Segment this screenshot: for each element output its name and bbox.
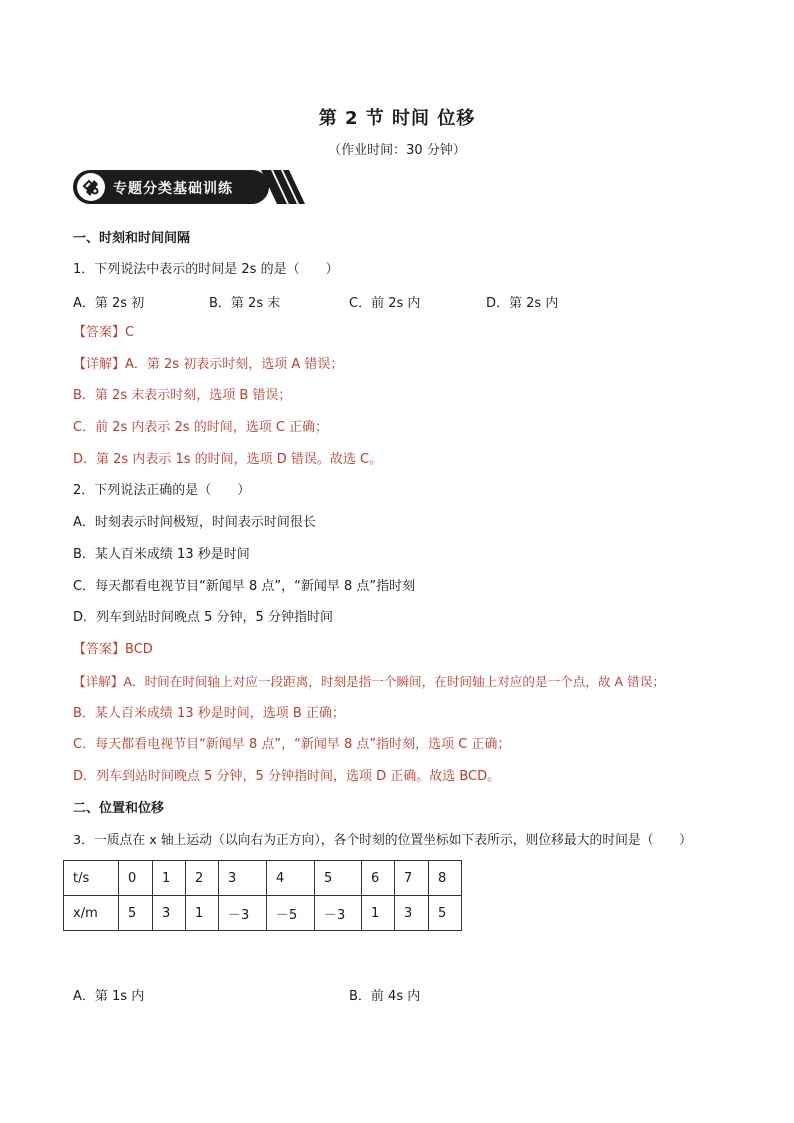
q1-option-d: D．第 2s 内 xyxy=(486,296,559,311)
q3-stem: 3．一质点在 x 轴上运动（以向右为正方向），各个时刻的位置坐标如下表所示，则位移最大的时间是（ ） xyxy=(73,833,692,848)
section-heading-1: 一、时刻和时间间隔 xyxy=(73,231,191,246)
q1-detail-line: C．前 2s 内表示 2s 的时间，选项 C 正确； xyxy=(73,420,329,435)
q1-options xyxy=(73,292,753,310)
table-cell: 1 xyxy=(186,896,219,931)
table-row xyxy=(64,896,462,931)
table-header-cell: x/m xyxy=(64,896,119,931)
table-cell: 2 xyxy=(186,861,219,896)
q2-stem: 2．下列说法正确的是（ ） xyxy=(73,483,251,498)
q1-option-a: A．第 2s 初 xyxy=(73,296,145,311)
q3-option-b: B．前 4s 内 xyxy=(349,989,421,1004)
q2-detail-line: B．某人百米成绩 13 秒是时间，选项 B 正确； xyxy=(73,706,345,721)
q2-detail-line: 【详解】A．时间在时间轴上对应一段距离，时刻是指一个瞬间，在时间轴上对应的是一个点，故 A 错误； xyxy=(73,674,665,689)
table-cell: 1 xyxy=(153,861,186,896)
section-heading-2: 二、位置和位移 xyxy=(73,801,165,816)
table-cell: 0 xyxy=(119,861,153,896)
q2-answer: 【答案】BCD xyxy=(73,642,153,657)
section-banner xyxy=(73,167,305,207)
q2-option-c: C．每天都看电视节目“新闻早 8 点”，“新闻早 8 点”指时刻 xyxy=(73,579,416,594)
table-cell: 4 xyxy=(267,861,315,896)
q1-detail-line: D．第 2s 内表示 1s 的时间，选项 D 错误。故选 C。 xyxy=(73,452,383,467)
table-cell: 8 xyxy=(429,861,462,896)
table-cell: 5 xyxy=(119,896,153,931)
q1-option-c: C．前 2s 内 xyxy=(349,296,421,311)
q2-option-a: A．时刻表示时间极短，时间表示时间很长 xyxy=(73,515,316,530)
q2-option-d: D．列车到站时间晚点 5 分钟，5 分钟指时间 xyxy=(73,610,333,625)
table-cell: 3 xyxy=(153,896,186,931)
table-cell: －3 xyxy=(315,896,362,931)
position-table xyxy=(63,860,462,931)
banner-logo-icon xyxy=(77,173,105,201)
table-cell: 1 xyxy=(362,896,395,931)
page-subtitle: （作业时间：30 分钟） xyxy=(328,143,466,158)
q3-option-a: A．第 1s 内 xyxy=(73,989,145,1004)
q2-detail-line: D．列车到站时间晚点 5 分钟，5 分钟指时间，选项 D 正确。故选 BCD。 xyxy=(73,769,501,784)
q2-option-b: B．某人百米成绩 13 秒是时间 xyxy=(73,547,250,562)
banner-stripes-icon xyxy=(261,170,305,204)
table-cell: 3 xyxy=(219,861,267,896)
q1-answer: 【答案】C xyxy=(73,325,135,340)
q1-option-b: B．第 2s 末 xyxy=(209,296,281,311)
table-cell: 6 xyxy=(362,861,395,896)
table-cell: －3 xyxy=(219,896,267,931)
table-cell: 5 xyxy=(429,896,462,931)
table-cell: 7 xyxy=(395,861,429,896)
table-cell: －5 xyxy=(267,896,315,931)
table-header-cell: t/s xyxy=(64,861,119,896)
page-title: 第 2 节 时间 位移 xyxy=(318,108,476,129)
q1-detail-line: B．第 2s 末表示时刻，选项 B 错误； xyxy=(73,388,292,403)
q2-detail-line: C．每天都看电视节目“新闻早 8 点”，“新闻早 8 点”指时刻，选项 C 正确； xyxy=(73,737,511,752)
table-cell: 3 xyxy=(395,896,429,931)
q1-stem: 1．下列说法中表示的时间是 2s 的是（ ） xyxy=(73,262,339,277)
table-cell: 5 xyxy=(315,861,362,896)
q1-detail-line: 【详解】A．第 2s 初表示时刻，选项 A 错误； xyxy=(73,357,344,372)
table-row xyxy=(64,861,462,896)
banner-label: 专题分类基础训练 xyxy=(113,181,233,197)
